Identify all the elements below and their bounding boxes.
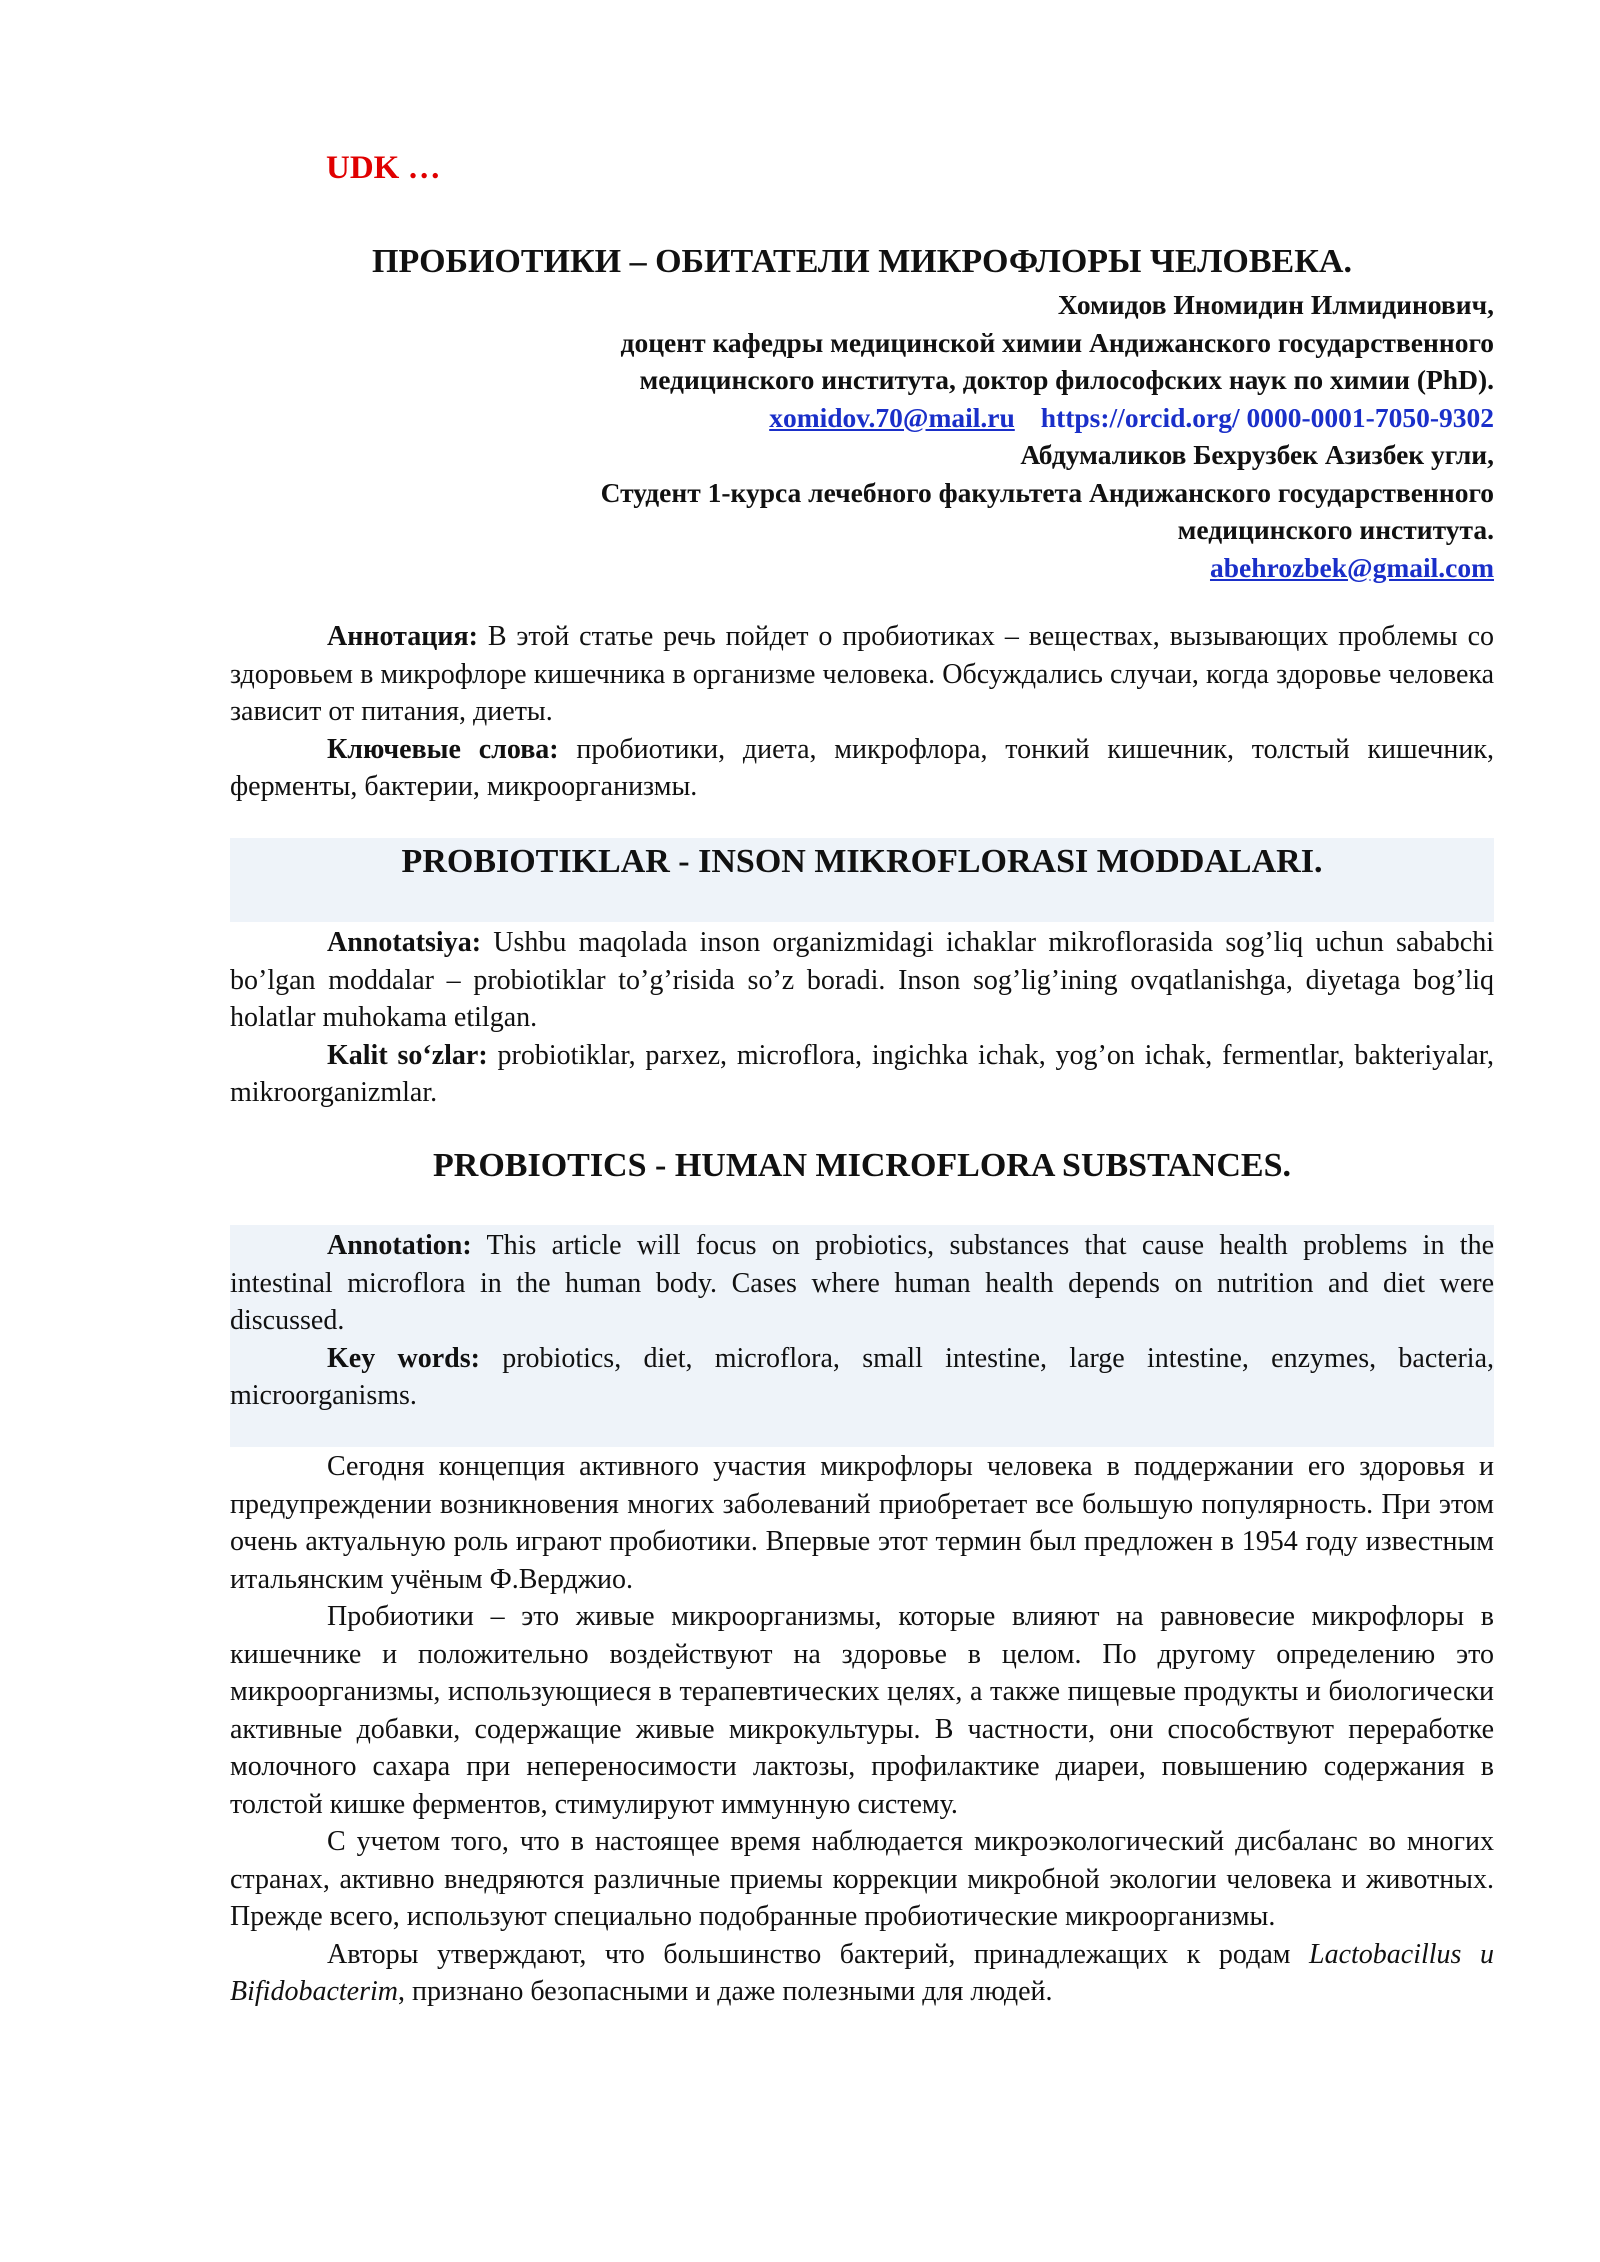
author1-contacts xyxy=(230,399,1494,437)
author2-name: Абдумаликов Бехрузбек Азизбек угли, xyxy=(1020,439,1494,470)
keywords-uz-label: Kalit so‘zlar: xyxy=(327,1039,488,1071)
annotation-en-label: Annotation: xyxy=(327,1230,472,1261)
body-paragraph-2: Пробиотики – это живые микроорганизмы, которые влияют на равновесие микрофлоры в кишечнике и положительно воздействуют на здоровье в целом. По другому определению это микроорганизмы, использующиеся в терапевтических целях, а также пищевые продукты и биологически активные добавки, содержащие живые микрокультуры. В частности, они способствуют переработке молочного сахара при непереносимости лактозы, профилактике диареи, повышению содержания в толстой кишке ферментов, стимулируют иммунную систему. xyxy=(230,1601,1494,1820)
keywords-ru-text: пробиотики, диета, микрофлора, тонкий кишечник, толстый кишечник, ферменты, бактерии, микроорганизмы. xyxy=(230,733,1494,802)
author2-position-line1: Студент 1-курса лечебного факультета Андижанского государственного xyxy=(600,476,1494,508)
keywords-en-label: Key words: xyxy=(327,1342,480,1374)
keywords-ru-label: Ключевые слова: xyxy=(327,733,559,765)
author1-orcid-link[interactable]: https://orcid.org/ 0000-0001-7050-9302 xyxy=(1040,401,1494,433)
body-paragraph-4-start: Авторы утверждают, что большинство бактерий, принадлежащих к родам xyxy=(327,1938,1310,1970)
author2-email-link[interactable]: abehrozbek@gmail.com xyxy=(1209,551,1494,583)
annotation-ru xyxy=(230,618,1494,806)
keywords-en-text: probiotics, diet, microflora, small intestine, large intestine, enzymes, bacteria, microorganisms. xyxy=(230,1342,1494,1411)
title-uzbek: PROBIOTIKLAR - INSON MIKROFLORASI MODDALARI. xyxy=(401,843,1323,880)
keywords-uz-text: probiotiklar, parxez, microflora, ingichka ichak, yog’on ichak, fermentlar, bakteriyalar, mikroorganizmlar. xyxy=(230,1039,1494,1108)
author1-position-line2: медицинского института, доктор философских наук по химии (PhD). xyxy=(639,364,1494,395)
author1-position-line1: доцент кафедры медицинской химии Андижанского государственного xyxy=(620,326,1494,358)
annotation-ru-label: Аннотация: xyxy=(327,621,478,652)
udk-label: UDK … xyxy=(326,150,441,186)
body-paragraph-4 xyxy=(230,1936,1494,2011)
title-russian: ПРОБИОТИКИ – ОБИТАТЕЛИ МИКРОФЛОРЫ ЧЕЛОВЕКА. xyxy=(372,243,1352,280)
annotation-en xyxy=(230,1227,1494,1415)
body-paragraph-4-end: , признано безопасными и даже полезными для людей. xyxy=(397,1976,1053,2007)
annotation-ru-text: В этой статье речь пойдет о пробиотиках – веществах, вызывающих проблемы со здоровьем в микрофлоре кишечника в организме человека. Обсуждались случаи, когда здоровье человека зависит от питания, диеты. xyxy=(230,621,1494,727)
annotation-uz xyxy=(230,924,1494,1112)
title-english: PROBIOTICS - HUMAN MICROFLORA SUBSTANCES. xyxy=(433,1147,1291,1184)
author1-name: Хомидов Иномидин Илмидинович, xyxy=(1057,289,1494,320)
author1-email-link[interactable]: xomidov.70@mail.ru xyxy=(769,401,1015,433)
author2-position-line2: медицинского института. xyxy=(1177,514,1494,545)
body-paragraph-3: С учетом того, что в настоящее время наблюдается микроэкологический дисбаланс во многих странах, активно внедряются различные приемы коррекции микробной экологии человека и животных. Прежде всего, используют специально подобранные пробиотические микроорганизмы. xyxy=(230,1826,1494,1932)
body-paragraph-1: Сегодня концепция активного участия микрофлоры человека в поддержании его здоровья и предупреждении возникновения многих заболеваний приобретает все большую популярность. При этом очень актуальную роль играют пробиотики. Впервые этот термин был предложен в 1954 году известным итальянским учёным Ф.Верджио. xyxy=(230,1451,1494,1595)
annotation-uz-label: Annotatsiya: xyxy=(327,927,482,958)
body-text xyxy=(230,1448,1494,2011)
annotation-uz-text: Ushbu maqolada inson organizmidagi ichaklar mikroflorasida sog’liq uchun sababchi bo’lgan moddalar – probiotiklar to’g’risida so’z boradi. Inson sog’lig’ining ovqatlanishga, diyetaga bog’liq holatlar muhokama etilgan. xyxy=(230,927,1494,1033)
annotation-en-text: This article will focus on probiotics, substances that cause health problems in the intestinal microflora in the human body. Cases where human health depends on nutrition and diet were discussed. xyxy=(230,1230,1494,1336)
genus-names: Lactobacillus u Bifidobacterim xyxy=(230,1938,1494,2007)
authors-block xyxy=(230,286,1494,586)
